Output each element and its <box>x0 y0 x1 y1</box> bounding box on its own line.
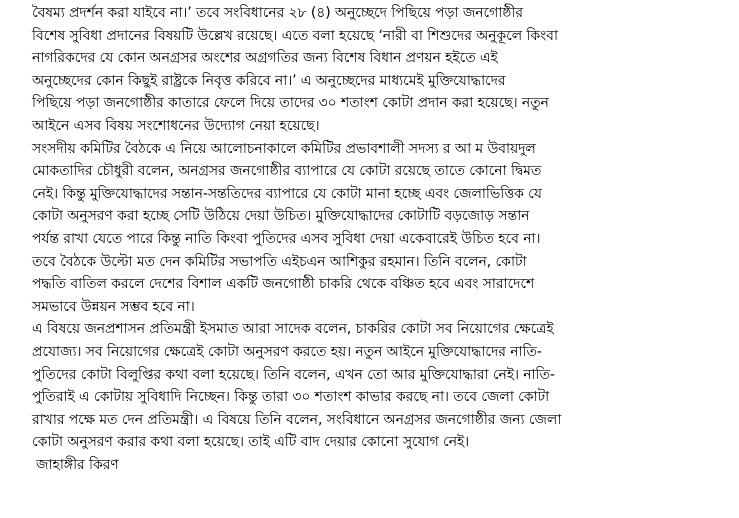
article-line: এ বিষয়ে জনপ্রশাসন প্রতিমন্ত্রী ইসমাত আরা সাদেক বলেন, চাকরির কোটা সব নিয়োগের ক্ষেত্রেই <box>32 321 554 338</box>
article-line: কোটা অনুসরণ করা হচ্ছে সেটি উঠিয়ে দেয়া উচিত। মুক্তিযোদ্ধাদের কোটাটি বড়জোড় সন্তান <box>32 208 530 225</box>
article-line: নাগরিকদের যে কোন অনগ্রসর অংশের অগ্রগতির জন্য বিশেষ বিধান প্রণয়ন হইতে এই <box>32 50 498 67</box>
article-line: মোকতাদির চৌধুরী বলেন, অনগ্রসর জনগোষ্ঠীর ব্যাপারে যে কোটা রয়েছে তাতে কোনো দ্বিমত <box>32 163 542 180</box>
article-line: পদ্ধতি বাতিল করলে দেশের বিশাল একটি জনগোষ্ঠী চাকরি থেকে বঞ্চিত হবে এবং সারাদেশে <box>32 276 535 293</box>
article-body <box>32 2 732 476</box>
article-line: পিছিয়ে পড়া জনগোষ্ঠীর কাতারে ফেলে দিয়ে তাদের ৩০ শতাংশ কোটা প্রদান করা হয়েছে। নতুন <box>32 95 549 112</box>
article-line: সংসদীয় কমিটির বৈঠকে এ নিয়ে আলোচনাকালে কমিটির প্রভাবশালী সদস্য র আ ম উবায়দুল <box>32 140 536 157</box>
article-line: বিশেষ সুবিধা প্রদানের বিষয়টি উল্লেখ রয়েছে। এতে বলা হয়েছে ‘নারী বা শিশুদের অনুকূলে কিংবা <box>32 27 558 44</box>
article-line: নেই। কিন্তু মুক্তিযোদ্ধাদের সন্তান-সন্ততিদের ব্যাপারে যে কোটা মানা হচ্ছে এবং জেলাভিত্তিক যে <box>32 185 542 202</box>
article-line: রাখার পক্ষে মত দেন প্রতিমন্ত্রী। এ বিষয়ে তিনি বলেন, সংবিধানে অনগ্রসর জনগোষ্ঠীর জন্য জেলা <box>32 411 562 428</box>
article-line: কোটা অনুসরণ করার কথা বলা হয়েছে। তাই এটি বাদ দেয়ার কোনো সুযোগ নেই। <box>32 434 470 451</box>
article-line: অনুচ্ছেদের কোন কিছুই রাষ্ট্রকে নিবৃত্ত করিবে না।’ এ অনুচ্ছেদের মাধ্যমেই মুক্তিযোদ্ধাদের <box>32 72 506 89</box>
article-line: আইনে এসব বিষয় সংশোধনের উদ্যোগ নেয়া হয়েছে। <box>32 117 320 134</box>
article-line: পর্যন্ত রাখা যেতে পারে কিন্তু নাতি কিংবা পুতিদের এসব সুবিধা দেয়া একেবারেই উচিত হবে না। <box>32 230 541 247</box>
article-line: তবে বৈঠকে উল্টো মত দেন কমিটির সভাপতি এইচএন আশিকুর রহমান। তিনি বলেন, কোটা <box>32 253 527 270</box>
article-line: বৈষম্য প্রদর্শন করা যাইবে না।’ তবে সংবিধানের ২৮ (৪) অনুচ্ছেদে পিছিয়ে পড়া জনগোষ্ঠীর <box>32 5 523 21</box>
article-line: পুতিদের কোটা বিলুপ্তির কথা বলা হয়েছে। তিনি বলেন, এখন তো আর মুক্তিযোদ্ধারা নেই। নাতি- <box>32 366 555 383</box>
author-signature: জাহাঙ্গীর কিরণ <box>36 456 119 473</box>
article-line: সমভাবে উন্নয়ন সম্ভব হবে না। <box>32 298 195 315</box>
article-line: প্রযোজ্য। সব নিয়োগের ক্ষেত্রেই কোটা অনুসরণ করতে হয়। নতুন আইনে মুক্তিযোদ্ধাদের নাতি- <box>32 343 542 360</box>
article-line: পুতিরাই এ কোটায় সুবিধাদি নিচ্ছেন। কিন্তু তারা ৩০ শতাংশ কাভার করছে না। তবে জেলা কোটা <box>32 389 550 406</box>
